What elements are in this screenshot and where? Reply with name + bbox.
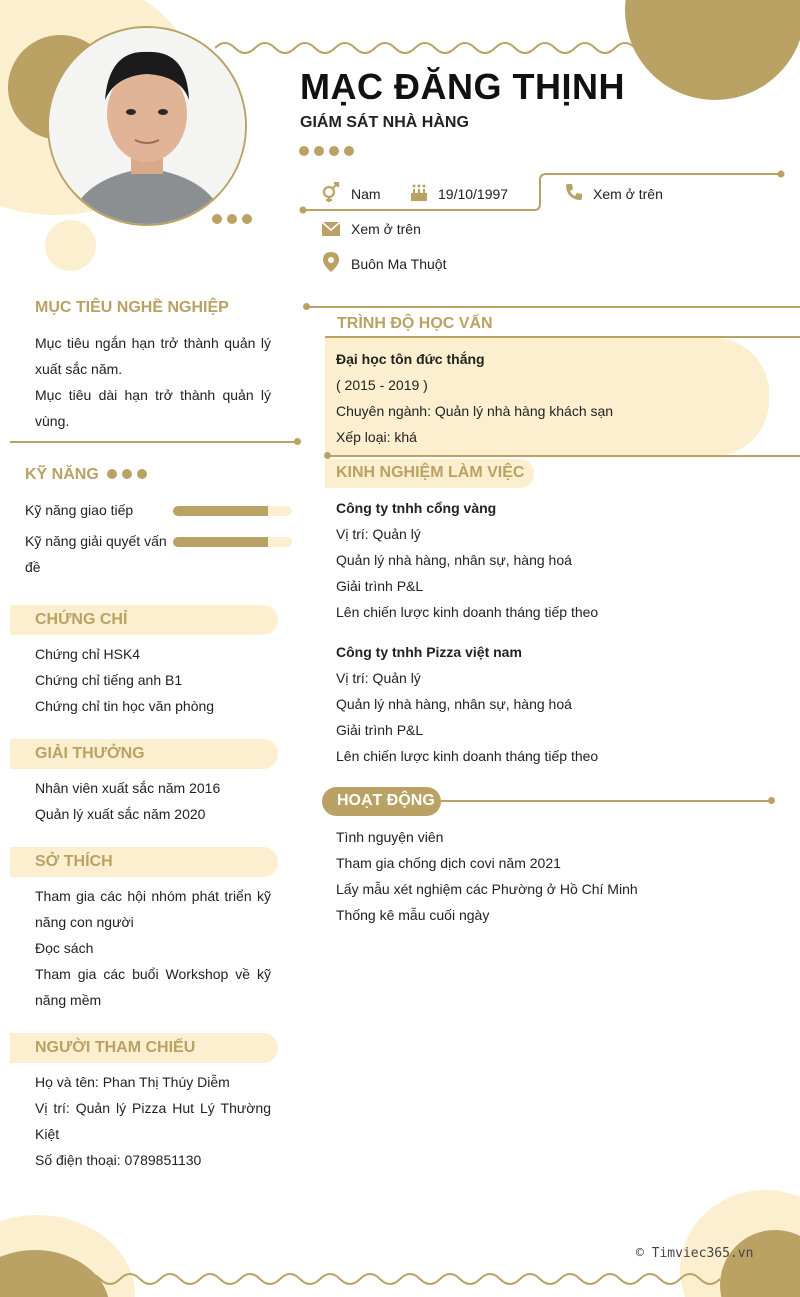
experience-title: KINH NGHIỆM LÀM VIỆC (336, 464, 525, 481)
education-content (336, 346, 756, 450)
divider-endpoint (303, 303, 310, 310)
references-title: NGƯỜI THAM CHIẾU (35, 1039, 196, 1056)
experience-job (336, 495, 776, 625)
divider-line (441, 800, 771, 802)
award-item: Quản lý xuất sắc năm 2020 (35, 806, 206, 822)
job-line: Vị trí: Quản lý (336, 526, 421, 542)
gender-icon (320, 181, 342, 203)
activity-item: Lấy mẫu xét nghiệm các Phường ở Hồ Chí Minh (336, 881, 638, 897)
hobby-item: Tham gia các buổi Workshop về kỹ năng mềm (35, 966, 271, 1008)
job-line: Giải trình P&L (336, 578, 424, 594)
decor-circle-small (45, 220, 96, 271)
references-list (35, 1069, 271, 1173)
hobby-item: Đọc sách (35, 940, 94, 956)
divider-endpoint (768, 797, 775, 804)
certificate-item: Chứng chỉ HSK4 (35, 646, 141, 662)
job-line: Quản lý nhà hàng, nhân sự, hàng hoá (336, 552, 572, 568)
job-company: Công ty tnhh Pizza việt nam (336, 644, 522, 660)
education-period: ( 2015 - 2019 ) (336, 377, 428, 393)
education-grade: Xếp loại: khá (336, 429, 417, 445)
skill-bar-fill (173, 537, 268, 547)
skill-bar (173, 506, 292, 516)
activity-item: Thống kê mẫu cuối ngày (336, 907, 490, 923)
certificates-list (35, 641, 275, 719)
reference-item: Họ và tên: Phan Thị Thúy Diễm (35, 1074, 230, 1090)
experience-job (336, 639, 776, 769)
decor-dot (227, 214, 237, 224)
hobby-item: Tham gia các hội nhóm phát triển kỹ năng con người (35, 888, 271, 930)
phone-value: Xem ở trên (593, 186, 663, 202)
education-title: TRÌNH ĐỘ HỌC VẤN (337, 315, 493, 332)
reference-item: Vị trí: Quản lý Pizza Hut Lý Thường Kiệt (35, 1100, 271, 1142)
skill-label: Kỹ năng giải quyết vấn đề (25, 533, 167, 575)
watermark: © Timviec365.vn (636, 1246, 754, 1261)
divider-endpoint (324, 452, 331, 459)
job-line: Vị trí: Quản lý (336, 670, 421, 686)
address-value: Buôn Ma Thuột (351, 256, 447, 272)
reference-item: Số điện thoại: 0789851130 (35, 1152, 202, 1168)
job-title: GIÁM SÁT NHÀ HÀNG (300, 114, 469, 131)
wave-top (215, 30, 635, 60)
skills-title: KỸ NĂNG (25, 466, 99, 483)
divider-line (330, 455, 800, 457)
phone-icon (563, 181, 585, 203)
decor-dot (107, 469, 117, 479)
education-major: Chuyên ngành: Quản lý nhà hàng khách sạn (336, 403, 614, 419)
divider-endpoint (294, 438, 301, 445)
skill-bar (173, 537, 292, 547)
decor-dot (344, 146, 354, 156)
divider-line (10, 441, 296, 443)
decor-dot (314, 146, 324, 156)
activity-item: Tình nguyện viên (336, 829, 444, 845)
certificates-title: CHỨNG CHỈ (35, 611, 128, 628)
hobbies-list (35, 883, 271, 1013)
wave-bottom (80, 1265, 720, 1295)
skill-label: Kỹ năng giao tiếp (25, 502, 134, 518)
decor-dot (122, 469, 132, 479)
activity-item: Tham gia chống dịch covi năm 2021 (336, 855, 561, 871)
education-school: Đại học tôn đức thắng (336, 351, 485, 367)
job-company: Công ty tnhh cổng vàng (336, 500, 497, 516)
certificate-item: Chứng chỉ tin học văn phòng (35, 698, 215, 714)
skill-bar-fill (173, 506, 268, 516)
divider-line (307, 306, 800, 308)
objective-title: MỤC TIÊU NGHỀ NGHIỆP (35, 299, 229, 316)
awards-title: GIẢI THƯỞNG (35, 745, 145, 762)
location-pin-icon (320, 251, 342, 273)
decor-circle-top-right-gold (625, 0, 800, 100)
gender-value: Nam (351, 186, 381, 202)
job-line: Giải trình P&L (336, 722, 424, 738)
decor-dot (299, 146, 309, 156)
decor-dot (137, 469, 147, 479)
avatar (47, 26, 247, 226)
hobbies-title: SỞ THÍCH (35, 853, 113, 870)
birthday-value: 19/10/1997 (438, 186, 509, 202)
objective-line: Mục tiêu ngắn hạn trở thành quản lý xuất sắc năm. (35, 335, 271, 377)
candidate-name: MẠC ĐĂNG THỊNH (300, 66, 625, 107)
awards-list (35, 775, 275, 827)
job-line: Lên chiến lược kinh doanh tháng tiếp theo (336, 748, 599, 764)
decor-dot (212, 214, 222, 224)
award-item: Nhân viên xuất sắc năm 2016 (35, 780, 221, 796)
certificate-item: Chứng chỉ tiếng anh B1 (35, 672, 183, 688)
person-photo-icon (49, 28, 245, 224)
email-value: Xem ở trên (351, 221, 421, 237)
activities-title: HOẠT ĐỘNG (337, 792, 435, 809)
activities-list (336, 824, 776, 928)
decor-dot (329, 146, 339, 156)
objective-line: Mục tiêu dài hạn trở thành quản lý vùng. (35, 387, 271, 429)
cake-icon (408, 181, 430, 203)
decor-dot (242, 214, 252, 224)
job-line: Lên chiến lược kinh doanh tháng tiếp theo (336, 604, 599, 620)
job-line: Quản lý nhà hàng, nhân sự, hàng hoá (336, 696, 572, 712)
email-icon (320, 218, 342, 240)
objective-content (35, 330, 271, 434)
